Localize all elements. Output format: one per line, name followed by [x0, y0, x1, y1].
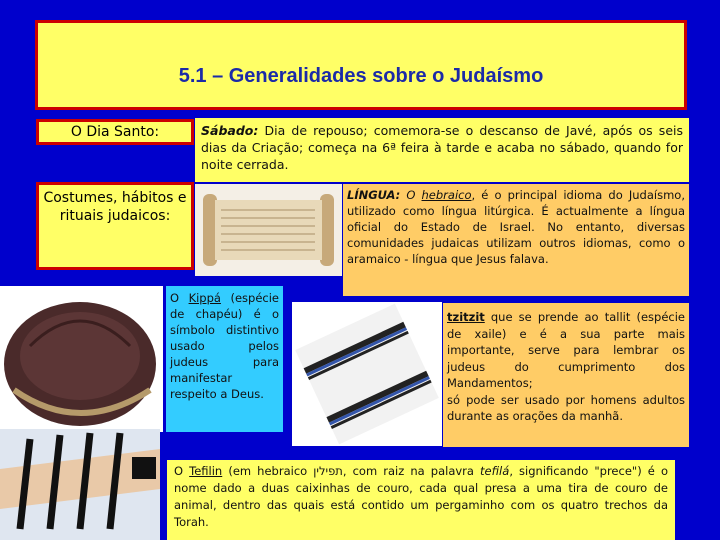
- tefilin-text-2: , significando "prece") é o nome dado a duas caixinhas de couro, cada qual presa a uma tira de couro de animal, dentro das quais está contido um pergaminho com os quatro trechos da Torah.: [174, 464, 668, 529]
- sabado-term: Sábado:: [201, 123, 259, 138]
- kippa-text-box: [166, 286, 283, 432]
- tefilin-pre: O: [174, 464, 190, 478]
- lingua-pre: O: [400, 188, 422, 202]
- tefila-word: tefilá: [480, 464, 510, 478]
- lingua-text-box: [343, 184, 689, 296]
- scroll-image: [195, 184, 342, 276]
- kippa-link[interactable]: Kippá: [188, 291, 221, 305]
- dia-santo-label: O Dia Santo:: [36, 119, 194, 145]
- title-banner: [35, 20, 687, 110]
- hebraico-link[interactable]: hebraico: [421, 188, 472, 202]
- costumes-label: Costumes, hábitos e rituais judaicos:: [36, 182, 194, 270]
- kippa-pre: O: [170, 291, 189, 305]
- slide-title: 5.1 – Generalidades sobre o Judaísmo: [178, 65, 544, 87]
- tefilin-text-box: [167, 460, 675, 540]
- sabado-text-box: [195, 118, 689, 182]
- tzitzit-text-2: só pode ser usado por homens adultos durante as orações da manhã.: [447, 392, 685, 423]
- tzitzit-term[interactable]: tzitzit: [447, 310, 485, 324]
- lingua-text: , é o principal idioma do Judaísmo, utilizado como língua litúrgica. É actualmente a língua oficial do Estado de Israel. No entanto, diversas comunidades judaicas utilizam outros idiomas, como o aramaico - língua que Jesus falava.: [347, 188, 685, 266]
- lingua-term: LÍNGUA:: [347, 188, 401, 202]
- sabado-text: Dia de repouso; comemora-se o descanso de Javé, após os seis dias da Criação; começa na 6ª feira à tarde e acaba no sábado, quando for noite cerrada.: [201, 123, 683, 172]
- tzitzit-text-box: [443, 303, 689, 447]
- tefilin-text-1: (em hebraico תפילין, com raiz na palavra: [222, 464, 481, 478]
- tallit-image: [292, 302, 442, 446]
- tzitzit-text-1: que se prende ao tallit (espécie de xaile) e é a sua parte mais importante, serve para lembrar os judeus do cumprimento dos Mandamentos;: [447, 310, 685, 390]
- kippa-text: (espécie de chapéu) é o símbolo distintivo usado pelos judeus para manifestar respeito a Deus.: [170, 291, 279, 401]
- tefilin-link[interactable]: Tefilin: [189, 464, 223, 478]
- tefilin-image: [0, 429, 160, 540]
- kippah-image: [0, 286, 163, 432]
